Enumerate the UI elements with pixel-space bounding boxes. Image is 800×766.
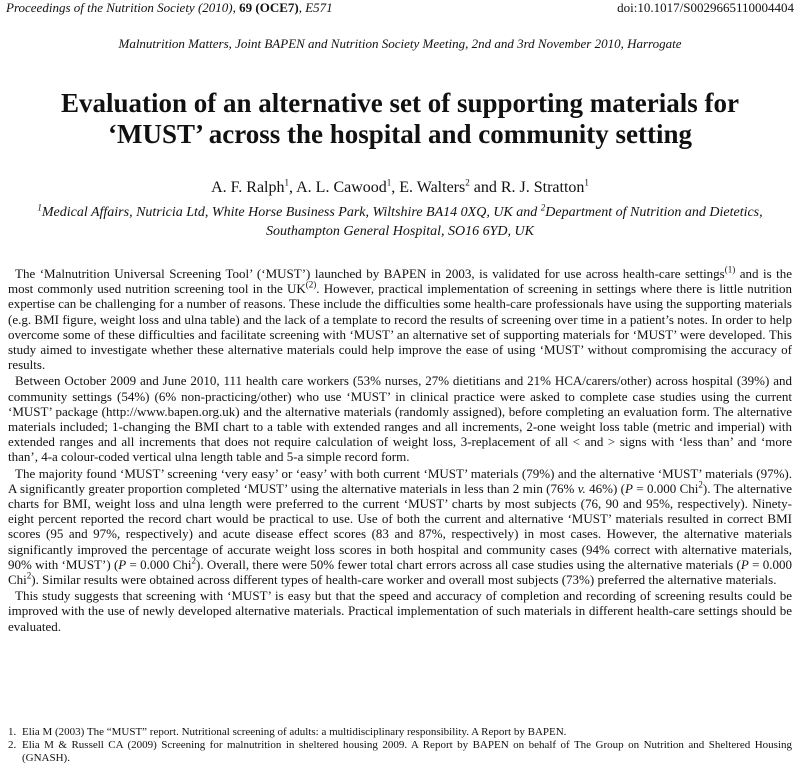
reference-list [8, 726, 792, 765]
author-separator: and [469, 179, 501, 196]
reference-text: Elia M (2003) The “MUST” report. Nutritional screening of adults: a multidisciplinary responsibility. A Report by BAPEN. [22, 726, 567, 738]
paragraph-methods: Between October 2009 and June 2010, 111 health care workers (53% nurses, 27% dietitians and 21% HCA/carers/other) across hospital (39%) and community settings (54%) (6% non-practicing/other) who use ‘MUST’ in clinical practice were asked to complete case studies using the current ‘MUST’ package (http://www.bapen.org.uk) and the alternative materials (randomly assigned), before completing an evaluation form. The alternative materials included; 1-changing the BMI chart to a table with extended ranges and all increments, 2-one weight loss table (metric and imperial) with extended ranges and all increments that does not require calculation of weight loss, 3-replacement of all < and > signs with ‘less than’ and ‘more than’, 4-a colour-coded vertical ulna length table and 5-a simple record form. [8, 373, 792, 465]
paragraph-text: = 0.000 Chi [126, 556, 192, 572]
reference-number: 2. [8, 739, 17, 751]
affiliation-text: Department of Nutrition and Dietetics, Southampton General Hospital, SO16 6YD, UK [266, 205, 763, 239]
paragraph-text: . However, practical implementation of screening in settings where there is little nutrition expertise can be challenging for a number of reasons. These include the difficulties some health-care professionals have using the supporting materials (e.g. BMI figure, weight loss and ulna table) and the lack of a template to record the results of screening over time in a patient’s notes. In order to help overcome some of these difficulties and facilitate screening with ‘MUST’ an alternative set of supporting materials for ‘MUST’ were developed. This study aimed to investigate whether these alternative materials could help improve the ease of using ‘MUST’ without compromising the accuracy of results. [8, 281, 792, 373]
p-value-symbol: P [740, 556, 749, 572]
paragraph-text: The ‘Malnutrition Universal Screening Tool’ (‘MUST’) launched by BAPEN in 2003, is validated for use across health-care settings [15, 266, 725, 281]
doi-link[interactable]: doi:10.1017/S0029665110004404 [617, 0, 794, 15]
paragraph-text: ). Similar results were obtained across different types of health-care worker and overall most subjects (73%) preferred the alternative materials. [31, 572, 777, 588]
author-name: E. Walters [399, 179, 466, 196]
paragraph-text: and is the most commonly used nutrition screening tool in the UK [8, 266, 793, 297]
reference-number: 1. [8, 726, 17, 738]
affiliations [20, 203, 780, 241]
author-affiliation-mark: 1 [284, 177, 289, 188]
p-value-symbol: P [624, 480, 633, 496]
reference-text: Elia M & Russell CA (2009) Screening for malnutrition in sheltered housing 2009. A Report by BAPEN on behalf of The Group on Nutrition and Sheltered Housing (GNASH). [22, 739, 792, 764]
author-affiliation-mark: 2 [465, 177, 470, 188]
p-value-symbol: P [118, 556, 127, 572]
affiliation-text: Medical Affairs, Nutricia Ltd, White Horse Business Park, Wiltshire BA14 0XQ, UK and [41, 205, 541, 220]
paragraph-background [8, 266, 792, 372]
affiliation-number: 2 [540, 202, 546, 213]
paragraph-text: 46%) ( [585, 480, 625, 496]
journal-name: Proceedings of the Nutrition Society [6, 0, 195, 15]
abstract-body [8, 266, 792, 635]
paragraph-results [8, 466, 792, 588]
author-name: R. J. Stratton [500, 179, 585, 196]
paragraph-text: = 0.000 Chi [632, 480, 699, 496]
reference-item [8, 726, 792, 739]
running-head [6, 0, 794, 16]
author-name: A. L. Cawood [296, 179, 387, 196]
journal-year: (2010), [194, 0, 240, 15]
citation-ref[interactable]: (1) [724, 264, 736, 275]
superscript: 2 [26, 570, 32, 581]
reference-item [8, 739, 792, 765]
superscript: 2 [191, 555, 197, 566]
author-separator: , [391, 179, 400, 196]
italic-text: v. [577, 480, 586, 496]
author-list [0, 179, 800, 197]
paragraph-text: = 0.000 Chi [8, 556, 792, 588]
author-name: A. F. Ralph [211, 179, 285, 196]
author-affiliation-mark: 1 [386, 177, 392, 188]
article-title: Evaluation of an alternative set of supporting materials for ‘MUST’ across the hospital and community setting [61, 88, 739, 149]
paragraph-conclusion: This study suggests that screening with ‘MUST’ is easy but that the speed and accuracy of completion and recording of screening results could be improved with the use of newly developed alternative materials. Practical implementation of such materials in different health-care settings should be evaluated. [8, 588, 792, 634]
paragraph-text: The majority found ‘MUST’ screening ‘very easy’ or ‘easy’ with both current ‘MUST’ materials (79%) and the alternative ‘MUST’ materials (97%). A significantly greater proportion completed ‘MUST’ using the alternative materials in less than 2 min (76% [8, 465, 792, 496]
paragraph-text: ). Overall, there were 50% fewer total chart errors across all case studies using the alternative materials ( [196, 556, 741, 572]
author-separator: , [288, 179, 297, 196]
journal-page: , E571 [298, 0, 333, 15]
citation-ref[interactable]: (2) [305, 279, 317, 290]
journal-volume: 69 (OCE7) [239, 0, 299, 15]
affiliation-number: 1 [37, 202, 42, 213]
superscript: 2 [698, 479, 703, 490]
author-affiliation-mark: 1 [584, 177, 589, 188]
paragraph-text: ). The alternative charts for BMI, weight loss and ulna length were preferred to the current ‘MUST’ charts by most subjects (76, 90 and 95%, respectively). Ninety-eight percent reported the record chart would be practical to use. Use of both the current and alternative ‘MUST’ materials resulted in correct BMI scores (95 and 97%, respectively) and acute disease effect scores (83 and 87%, respectively) in most cases. However, the alternative materials significantly improved the percentage of accurate weight loss scores in both hospital and community cases (94% correct with alternative materials, 90% with ‘MUST’) ( [8, 480, 792, 572]
meeting-line: Malnutrition Matters, Joint BAPEN and Nutrition Society Meeting, 2nd and 3rd November 2010, Harrogate [118, 36, 682, 51]
journal-citation [6, 0, 333, 16]
